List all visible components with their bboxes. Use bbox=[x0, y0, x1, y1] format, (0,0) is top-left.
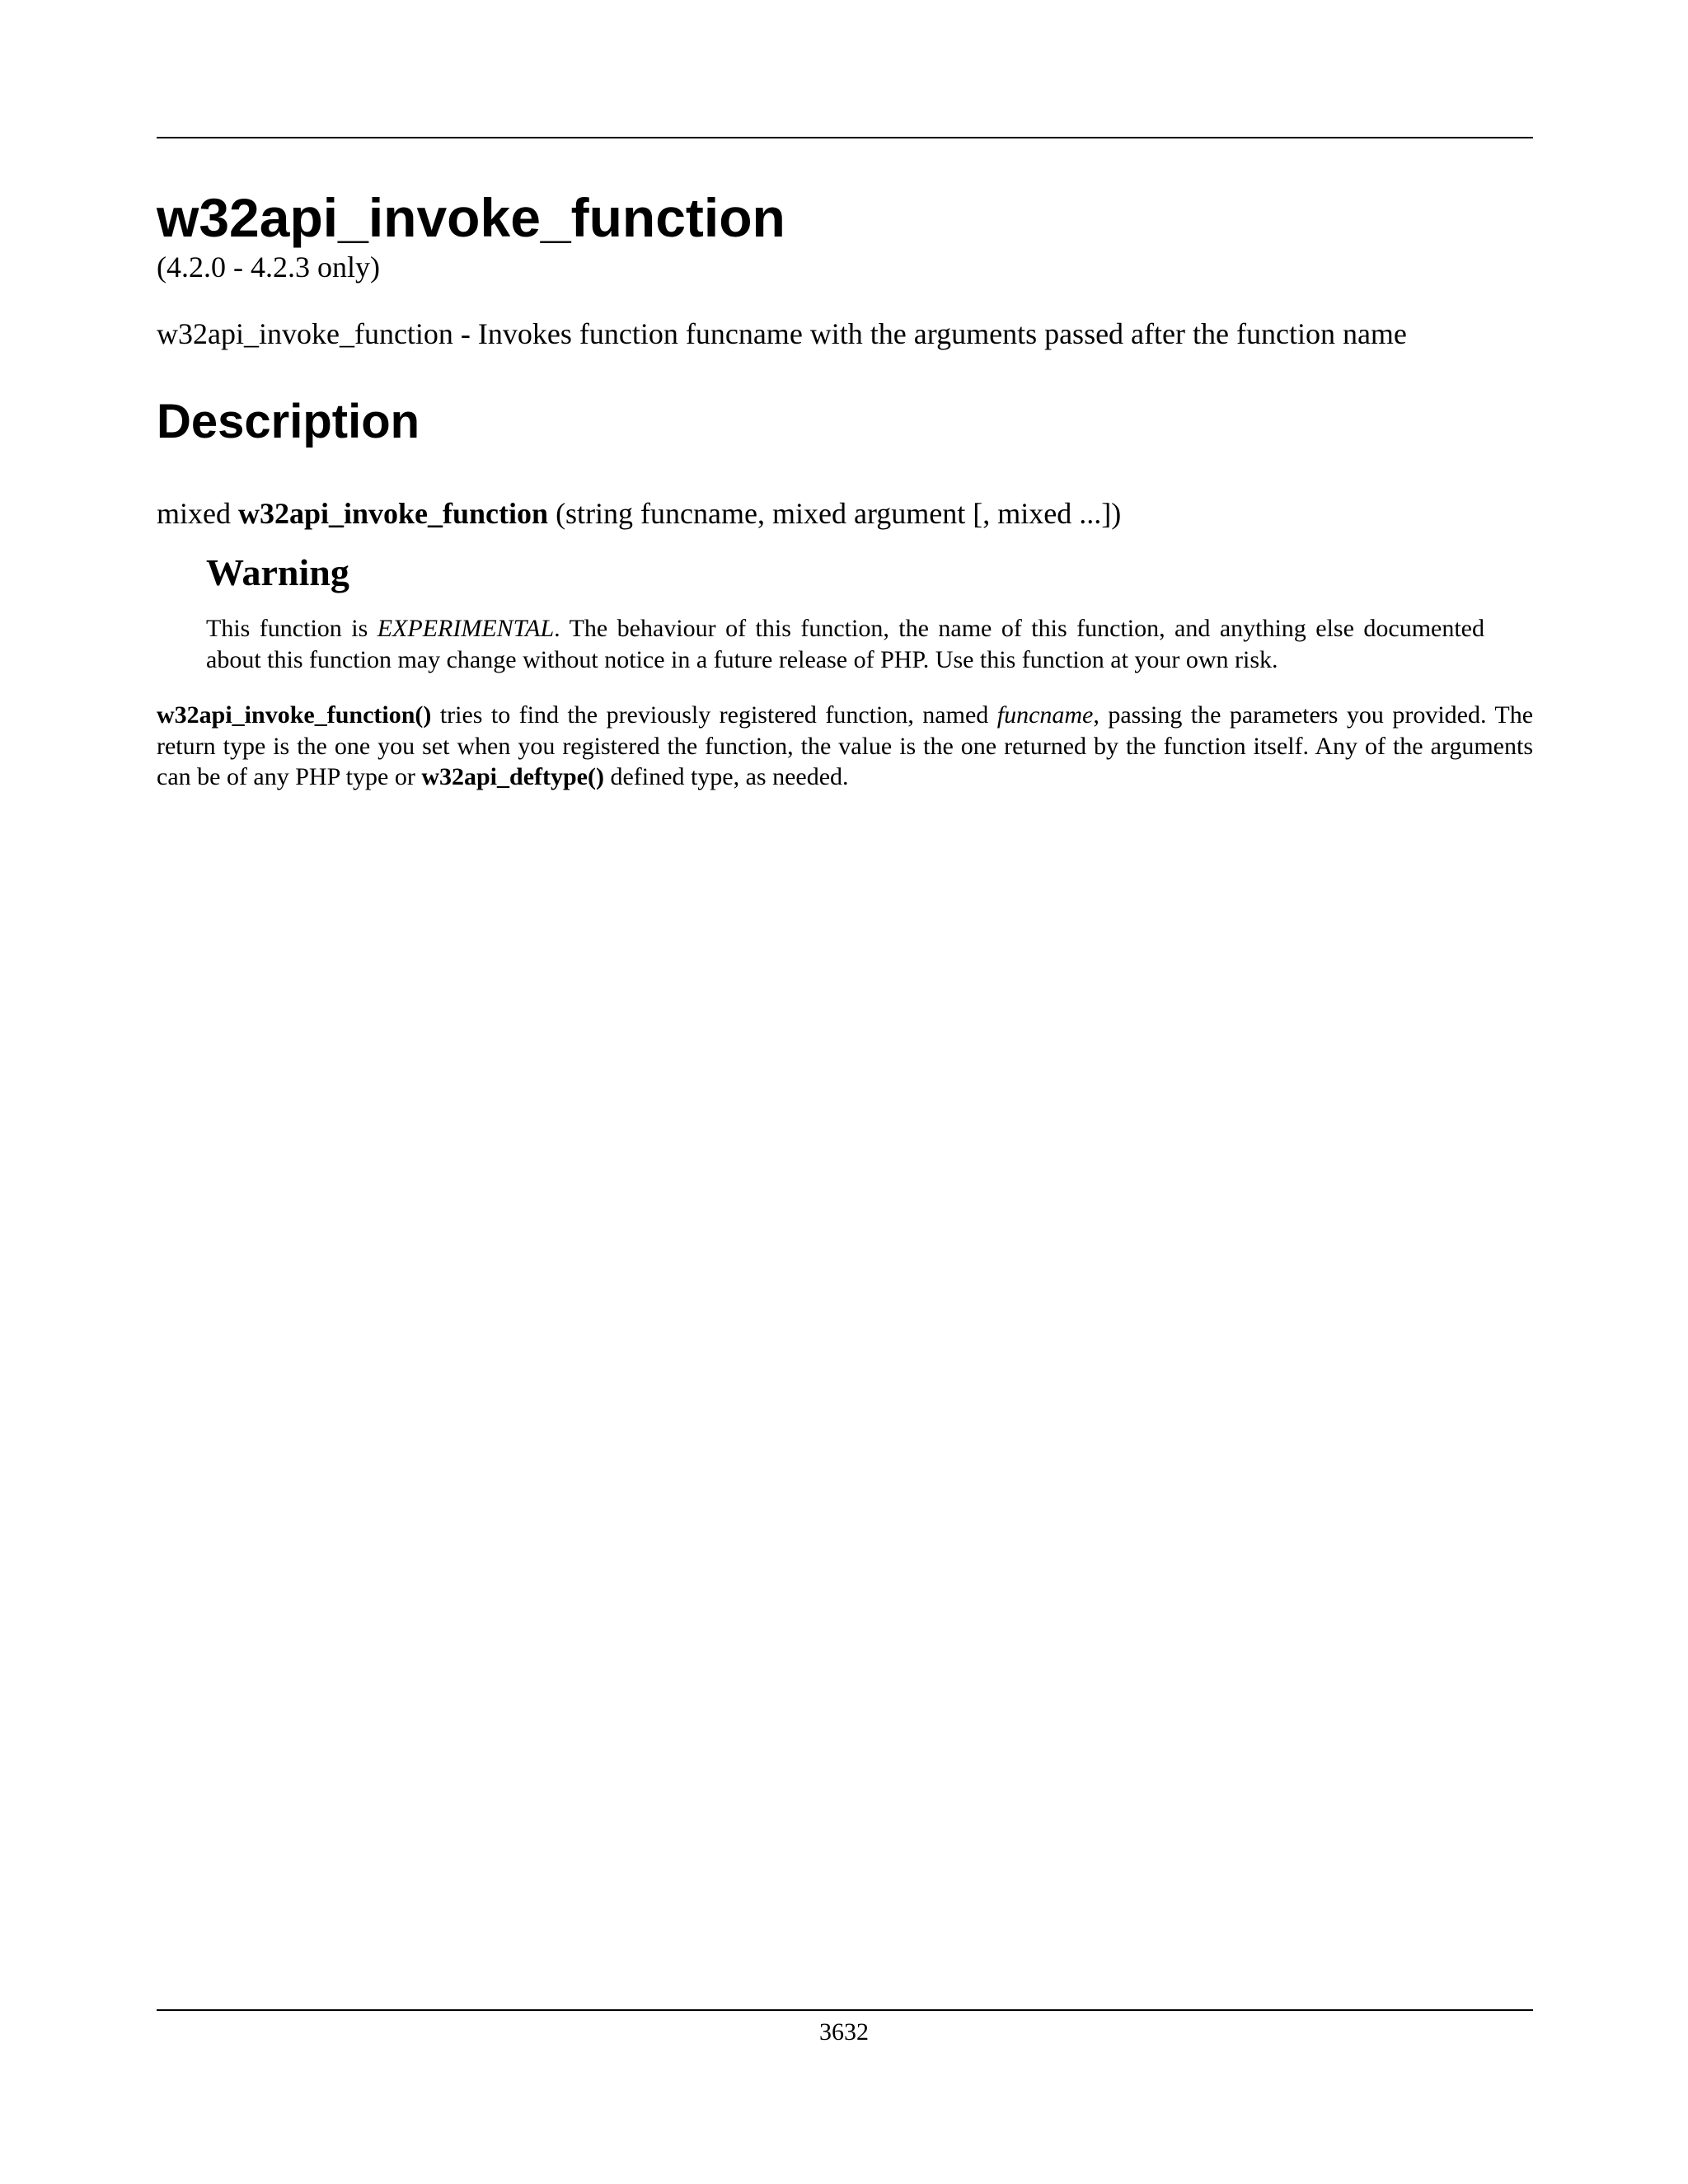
warning-text bbox=[206, 613, 1484, 675]
warning-text-before: This function is bbox=[206, 615, 368, 643]
top-rule bbox=[157, 137, 1533, 138]
description-paragraph bbox=[157, 700, 1533, 793]
warning-title: Warning bbox=[206, 551, 349, 594]
paragraph-text-2: , passing the parameters you provided. The return type is the one you set when you registered the function, the value is the one returned by the function itself. Any of the arguments can be of any PHP type or bbox=[157, 701, 1534, 791]
function-ref: w32api_invoke_function() bbox=[157, 701, 432, 729]
bottom-rule bbox=[157, 2009, 1533, 2011]
paragraph-text-3: defined type, as needed. bbox=[610, 763, 849, 791]
paragraph-text-1: tries to find the previously registered function, named bbox=[439, 701, 989, 729]
deftype-ref: w32api_deftype() bbox=[421, 763, 604, 791]
function-synopsis bbox=[157, 496, 1533, 532]
page-title: w32api_invoke_function bbox=[157, 187, 785, 248]
warning-box bbox=[206, 550, 1484, 675]
synopsis-function-name: w32api_invoke_function bbox=[237, 497, 549, 531]
warning-text-after: . The behaviour of this function, the name of this function, and anything else documented about this function may change without notice in a future release of PHP. Use this function at your own risk. bbox=[206, 615, 1484, 673]
version-info: (4.2.0 - 4.2.3 only) bbox=[157, 250, 380, 284]
synopsis-params: (string funcname, mixed argument [, mixed ...]) bbox=[556, 497, 1122, 531]
function-purpose: w32api_invoke_function - Invokes function funcname with the arguments passed after the function name bbox=[157, 316, 1407, 350]
page-number: 3632 bbox=[819, 2018, 869, 2046]
synopsis-return-type: mixed bbox=[157, 497, 231, 531]
description-heading: Description bbox=[157, 395, 420, 449]
param-ref-funcname: funcname bbox=[996, 701, 1094, 729]
warning-emphasis: EXPERIMENTAL bbox=[377, 615, 555, 643]
page-content bbox=[157, 188, 1533, 793]
